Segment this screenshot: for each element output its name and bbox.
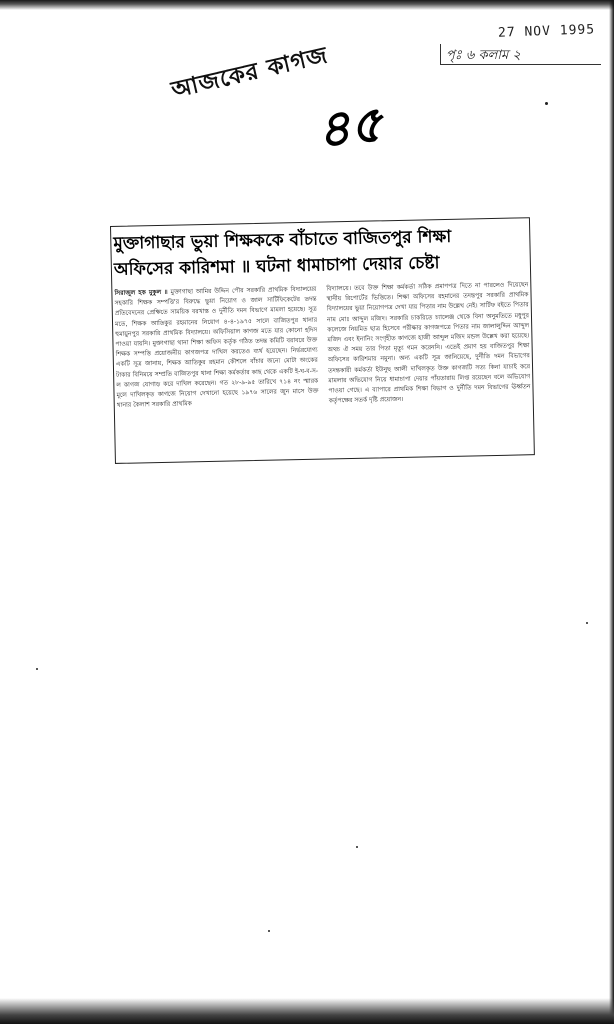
- page-number-handwritten: ৪৫: [314, 93, 386, 160]
- headline-line-2: অফিসের কারিশমা ॥ ঘটনা ধামাচাপা দেয়ার চেষ্টা: [113, 253, 440, 280]
- article-headline: [111, 222, 530, 283]
- article-body: [114, 280, 531, 459]
- scan-speck: [545, 102, 548, 105]
- scan-speck: [268, 930, 270, 932]
- date-stamp: 27 NOV 1995: [497, 22, 596, 41]
- article-column-2: [326, 280, 532, 454]
- article-column-1: [114, 285, 320, 459]
- page-column-reference: পৃঃ ৬ কলাম ২: [446, 48, 521, 63]
- headline-line-1: মুক্তাগাছার ভুয়া শিক্ষককে বাঁচাতে বাজিতপুর শিক্ষা: [113, 226, 452, 254]
- scan-speck: [356, 846, 358, 848]
- scan-bottom-edge: [0, 998, 614, 1024]
- scan-right-edge: [609, 0, 614, 1024]
- article-byline: সিরাজুল হক মুকুল ॥: [114, 288, 168, 297]
- scan-speck: [586, 622, 588, 624]
- scan-speck: [36, 668, 38, 670]
- newspaper-name-handwritten: আজকের কাগজ: [168, 42, 331, 104]
- newspaper-clipping: [110, 217, 535, 464]
- scan-top-edge: [0, 0, 614, 10]
- article-column-1-text: মুক্তাগাছা আমির উদ্দিন পৌর সরকারি প্রাথমিক বিদ্যালয়ের সহকারি শিক্ষক সম্পত্তি'র বিরুদ্ধে ভুয়া নিয়োগ ও জাল সার্টিফিকেটের তদন্ত প্রতিবেদনের প্রেক্ষিতে সাময়িক বরখাস্ত ও দুর্নীতি দমন বিভাগে মামলা হয়েছে। সূত্র মতে, শিক্ষক আতিকুর রহমানের নিয়োগ ৪-৪-১৯৭৫ সালে বাজিতপুর থানার হুমায়ুনপুর সরকারি প্রাথমিক বিদ্যালয়ে। অফিসিয়াল কাগজ মতে যার কোনো হদিস পাওয়া যায়নি। মুক্তাগাছা থানা শিক্ষা অফিস কর্তৃক গঠিত তদন্ত কমিটি বরাবরে উক্ত শিক্ষক সম্পত্তি প্রয়োজনীয় কাগজপত্র দাখিল করতেও ব্যর্থ হয়েছেন। নির্ভরযোগ্য একটি সূত্র জানায়, শিক্ষক আতিকুর রহমান কৌশলে বাঁচার জন্যে মোটা অংকের টাকার বিনিময়ে সম্প্রতি বাজিতপুর থানা শিক্ষা কর্মকর্তার কাছ থেকে একটি ই-ঘ-ব-স-ল কাগজ যোগাড় করে দাখিল করেছেন। গত ২৮-৯-৯৫ তারিখে ৭১৪ নং স্মারক মূলে দাখিলকৃত কাগজে নিয়োগ দেখানো হয়েছে ১৯৭৬ সালের জুন মাসে উক্ত থানার কৈলাশ সরকারি প্রাথমিক: [114, 285, 319, 410]
- article-column-2-text: বিদ্যালয়ে। তবে উক্ত শিক্ষা কর্মকর্তা সঠিক প্রমাণপত্র দিতে না পারলেও দিয়েছেন স্থানীয় রিপোর্টের ভিত্তিতে। শিক্ষা অফিসের রহমানের তদন্তপুর সরকারি প্রাথমিক বিদ্যালয়ের ভুয়া নিয়োগপত্র দেখা যায় পিতার নাম উল্লেখ নেই। সার্টিফ বইতে পিতার নাম মোঃ আব্দুল মজিদ। সরকারি চাকরিতে চ্যালেঞ্জ থেকে বিনা অনুমতিতে মধুপুর কলেজে নিয়মিত ছাত্র হিসেবে পরীক্ষার কাগজপত্রে পিতার নাম জালালুদ্দিন আব্দুল মজিদ এবং ইনানিং সংগৃহীত কাগজে হাজী আব্দুল মজিদ মন্ডল উল্লেখ করা হয়েছে। অথচ ঐ সময় তার পিতা মৃত্যু গমন করেননি। এতেই প্রমাণ হয় বাজিতপুর শিক্ষা অফিসের কারিশমার নমুনা। অন্য একটি সূত্র জানিয়েছে, দুর্নীতি দমন বিভাগের তদন্তকারী কর্মকর্তা ইউনুছ আলী দাখিলকৃত উক্ত কাগজটি সত্য কিনা যাচাই করে মামলার অভিযোগ নিয়ে ধামাচাপা দেয়ার পাঁয়তারায় লিপ্ত রয়েছেন বলে অভিযোগ পাওয়া গেছে। এ ব্যাপারে প্রাথমিক শিক্ষা বিভাগ ও দুর্নীতি দমন বিভাগের ঊর্ধ্বতন কর্তৃপক্ষের সতর্ক দৃষ্টি প্রয়োজন।: [326, 281, 531, 405]
